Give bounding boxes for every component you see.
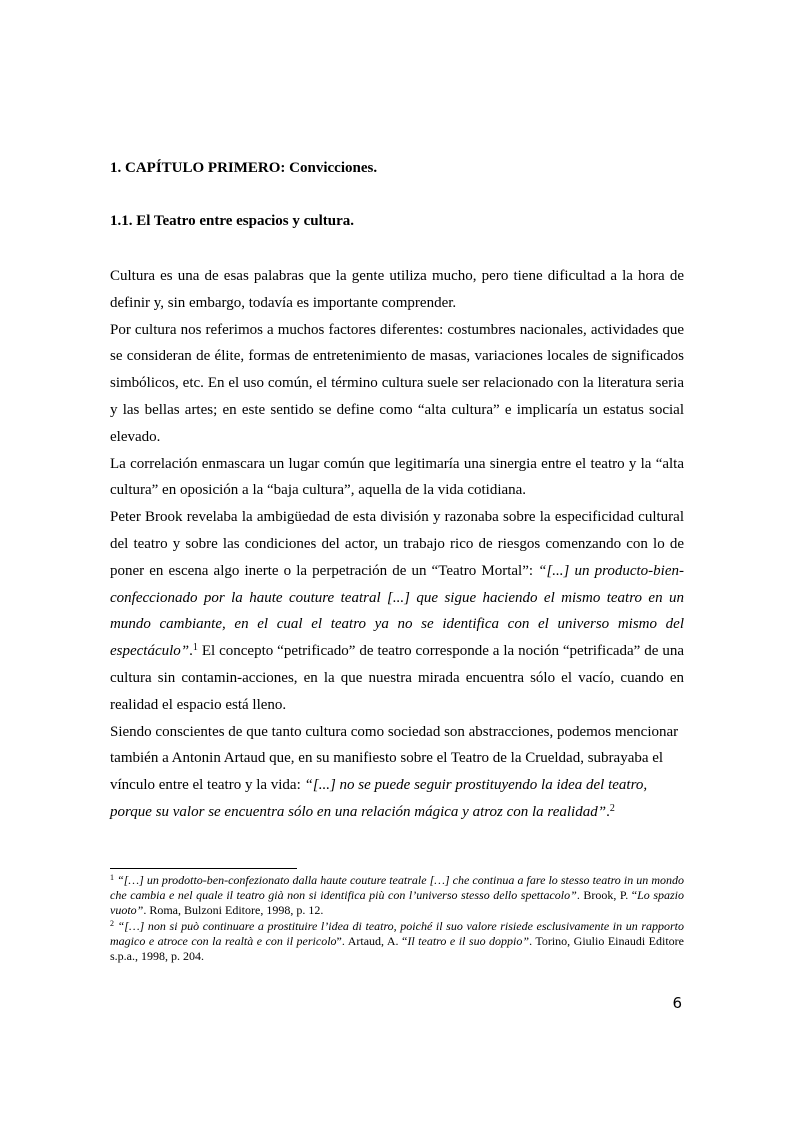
section-heading: 1.1. El Teatro entre espacios y cultura.	[110, 213, 355, 229]
paragraph-4: Peter Brook revelaba la ambigüedad de esta división y razonaba sobre la especificidad cultural del teatro y sobre las condiciones del actor, un trabajo rico de riesgos comenzando con lo de poner en escena algo inerte o la perpetración de un “Teatro Mortal”: “[...] un producto-bien-confeccionado por la haute couture teatral [...] que sigue haciendo el mismo teatro en un mundo cambiante, en el cual el teatro ya no se identifica con el universo mismo del espectáculo”.$^1$ El concepto “petrificado” de teatro corresponde a la noción “petrificada” de una cultura sin contamin-acciones, en la que nuestra mirada encuentra sólo el vacío, cuando en realidad el espacio está lleno.	[110, 509, 684, 713]
paragraph-3: La correlación enmascara un lugar común que legitimaría una sinergia entre el teatro y la “alta cultura” en oposición a la “baja cultura”, aquella de la vida cotidiana.	[110, 455, 684, 499]
body-text	[110, 263, 684, 826]
footnote-citation: ”. Artaud, A. “	[336, 933, 408, 948]
footnote-citation-end: . Roma, Bulzoni Editore, 1998, p. 12.	[143, 903, 324, 918]
brook-quote: “[...] un producto-bien-confeccionado por la haute couture teatral [...] que sigue haciendo el mismo teatro en un mundo cambiante, en el cual el teatro ya no se identifica con el universo mismo del espectáculo”	[110, 562, 684, 660]
footnote-citation: Brook, P. “	[583, 888, 638, 903]
paragraph-4-text: Peter Brook revelaba la ambigüedad de esta división y razonaba sobre la especificidad cultural del teatro y sobre las condiciones del actor, un trabajo rico de riesgos comenzando con lo de poner en escena algo inerte o la perpetración de un “Teatro Mortal”:	[110, 509, 684, 579]
footnote-quote: “[…] un prodotto-ben-confezionato dalla haute couture teatrale […] che continua a fare lo stesso teatro in un mondo che cambia e nel quale il teatro già non si identifica più con l’universo stesso dello spettacolo”	[110, 873, 685, 903]
footnote-divider	[110, 868, 297, 869]
chapter-heading: 1. CAPÍTULO PRIMERO: Convicciones.	[110, 160, 378, 176]
footnote-ref-2[interactable]: 2	[609, 802, 615, 814]
footnote-title: Il teatro e il suo doppio”	[407, 933, 530, 948]
footnotes	[110, 873, 684, 964]
paragraph-2: Por cultura nos referimos a muchos factores diferentes: costumbres nacionales, actividades que se consideran de élite, formas de entretenimiento de masas, variaciones locales de significados simbólicos, etc. En el uso común, el término cultura suele ser relacionado con la literatura seria y las bellas artes; en este sentido se define como “alta cultura” e implicaría un estatus social elevado.	[110, 321, 684, 445]
footnote-1: $^1$ “[…] un prodotto-ben-confezionato dalla haute couture teatrale […] che continua a fare lo stesso teatro in un mondo che cambia e nel quale il teatro già non si identifica più con l’universo stesso dello spettacolo”. Brook, P. “Lo spazio vuoto”. Roma, Bulzoni Editore, 1998, p. 12.	[110, 873, 685, 918]
footnote-ref-1[interactable]: 1	[192, 642, 198, 654]
artaud-quote: “[...] no se puede seguir prostituyendo la idea del teatro, porque su valor se encuentra sólo en una relación mágica y atroz con la realidad”	[110, 777, 648, 820]
paragraph-1: Cultura es una de esas palabras que la gente utiliza mucho, pero tiene dificultad a la hora de definir y, sin embargo, todavía es importante comprender.	[110, 268, 684, 311]
footnote-2	[110, 919, 684, 965]
document-page	[110, 0, 684, 1123]
footnote-number: 1	[110, 873, 114, 882]
paragraph-5-text: Siendo conscientes de que tanto cultura como sociedad son abstracciones, podemos mencionar también a Antonin Artaud que, en su manifiesto sobre el Teatro de la Crueldad, subrayaba el vínculo entre el teatro y la vida:	[110, 723, 679, 794]
footnote-title: Lo spazio vuoto”	[110, 888, 685, 918]
footnote-citation-end: . Torino, Giulio Einaudi Editore s.p.a., 1998, p. 204.	[110, 933, 684, 964]
footnote-quote: “[…] non si può continuare a prostituire l’idea di teatro, poiché il suo valore risiede esclusivamente in un rapporto magico e atroce con la realtà e con il pericolo	[110, 918, 685, 948]
page-number: 6	[672, 994, 682, 1012]
paragraph-5: Siendo conscientes de que tanto cultura como sociedad son abstracciones, podemos mencionar también a Antonin Artaud que, en su manifiesto sobre el Teatro de la Crueldad, subrayaba el vínculo entre el teatro y la vida: “[...] no se puede seguir prostituyendo la idea del teatro, porque su valor se encuentra sólo en una relación mágica y atroz con la realidad”.$^2$	[110, 723, 679, 820]
paragraph-4-continuation: El concepto “petrificado” de teatro corresponde a la noción “petrificada” de una cultura sin contamin-acciones, en la que nuestra mirada encuentra sólo el vacío, cuando en realidad el espacio está lleno.	[110, 643, 684, 713]
footnote-number: 2	[110, 918, 114, 928]
